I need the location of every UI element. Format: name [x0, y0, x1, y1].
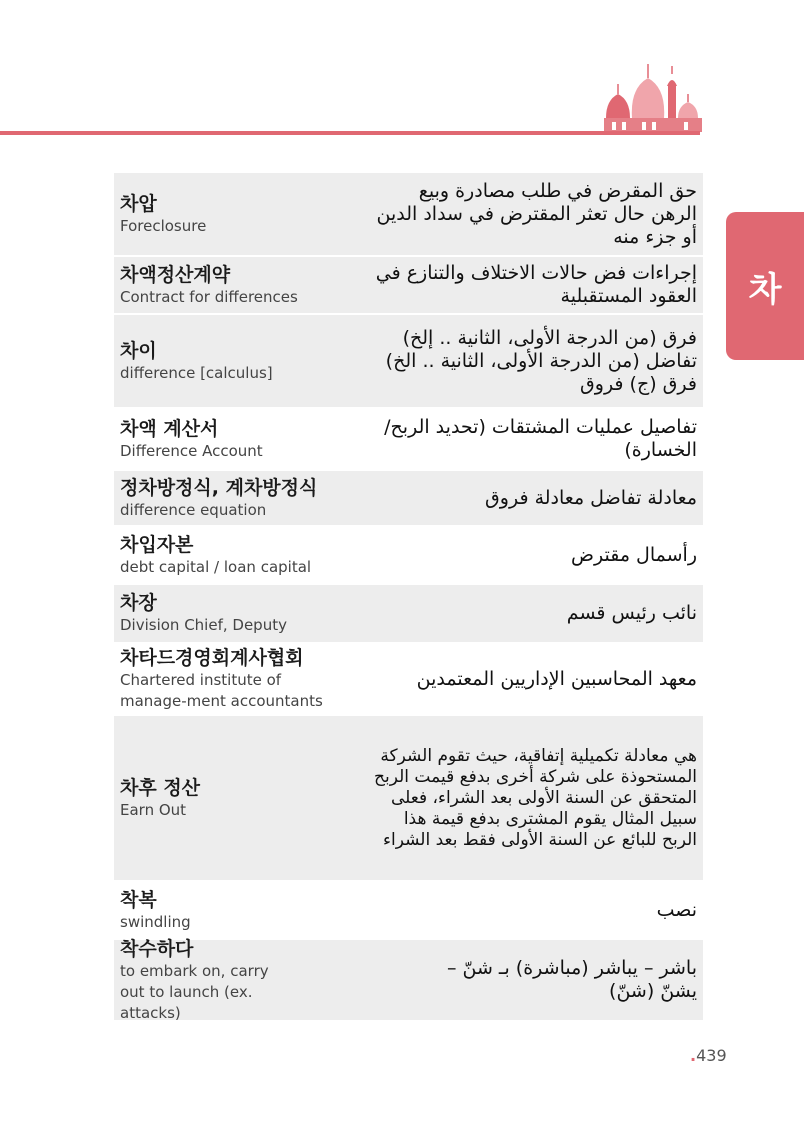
- arabic-term: معهد المحاسبين الإداريين المعتمدين: [416, 667, 697, 690]
- table-row: [114, 527, 703, 583]
- table-row: [114, 644, 703, 714]
- arabic-term: رأسمال مقترض: [571, 543, 697, 566]
- english-term: Difference Account: [120, 441, 263, 460]
- english-term: swindling: [120, 912, 191, 931]
- table-row: [114, 173, 703, 255]
- english-term: Foreclosure: [120, 216, 207, 235]
- korean-term: 차압: [120, 192, 157, 215]
- mosque-icon: [598, 58, 704, 134]
- header-rule: [0, 131, 700, 135]
- english-term: Chartered institute of manage-ment accountants: [120, 671, 323, 710]
- korean-term: 차장: [120, 592, 157, 614]
- korean-term: 차타드경영회계사협회: [120, 647, 304, 669]
- korean-term: 차후 정산: [120, 776, 201, 799]
- english-term: difference [calculus]: [120, 363, 273, 382]
- arabic-term: حق المقرض في طلب مصادرة وبيع الرهن حال تعثر المقترض في سداد الدين أو جزء منه: [376, 179, 697, 248]
- korean-term: 착복: [120, 888, 157, 911]
- table-row: [114, 937, 703, 1022]
- english-term: to embark on, carry out to launch (ex. attacks): [120, 961, 269, 1022]
- table-row: [114, 471, 703, 525]
- glossary-table: [114, 173, 703, 1022]
- english-term: Contract for differences: [120, 287, 298, 306]
- arabic-term: نصب: [656, 898, 697, 921]
- korean-term: 차액정산계약: [120, 263, 231, 286]
- chapter-tab-label: 차: [748, 269, 782, 310]
- korean-term: 차액 계산서: [120, 417, 219, 440]
- table-row: [114, 315, 703, 407]
- arabic-term: نائب رئيس قسم: [566, 602, 697, 624]
- arabic-term: باشر – يباشر (مباشرة) بـ شنّ – يشنّ (شنّ): [446, 957, 697, 1002]
- korean-term: 차입자본: [120, 533, 194, 556]
- arabic-term: فرق (من الدرجة الأولى، الثانية .. إلخ) تفاضل (من الدرجة الأولى، الثانية .. الخ) فرق (ج) فروق: [385, 326, 697, 395]
- table-row: [114, 257, 703, 313]
- english-term: difference equation: [120, 500, 267, 519]
- arabic-term: معادلة تفاضل معادلة فروق: [485, 486, 697, 509]
- page-number-value: 439: [696, 1046, 727, 1065]
- english-term: Earn Out: [120, 800, 187, 819]
- arabic-term: هي معادلة تكميلية إتفاقية، حيث تقوم الشركة المستحوذة على شركة أخرى بدفع قيمت الربح المتحقق عن السنة الأولى بعد الشراء، فعلى سبيل المثال يقوم المشترى بدفع قيمة هذا الربح للبائع عن السنة الأولى فقط بعد الشراء: [374, 745, 697, 850]
- table-row: [114, 409, 703, 469]
- arabic-term: إجراءات فض حالات الاختلاف والتنازع في العقود المستقبلية: [375, 262, 697, 307]
- english-term: debt capital / loan capital: [120, 557, 312, 576]
- chapter-tab[interactable]: [726, 212, 804, 360]
- table-row: [114, 716, 703, 880]
- korean-term: 착수하다: [120, 937, 194, 960]
- page-number: [690, 1046, 727, 1065]
- page-number-dot: .: [690, 1046, 697, 1065]
- english-term: Division Chief, Deputy: [120, 616, 287, 634]
- table-row: [114, 882, 703, 938]
- korean-term: 정차방정식, 계차방정식: [120, 476, 318, 499]
- korean-term: 차이: [120, 339, 157, 362]
- table-row: [114, 585, 703, 642]
- arabic-term: تفاصيل عمليات المشتقات (تحديد الربح/ الخسارة): [384, 416, 697, 461]
